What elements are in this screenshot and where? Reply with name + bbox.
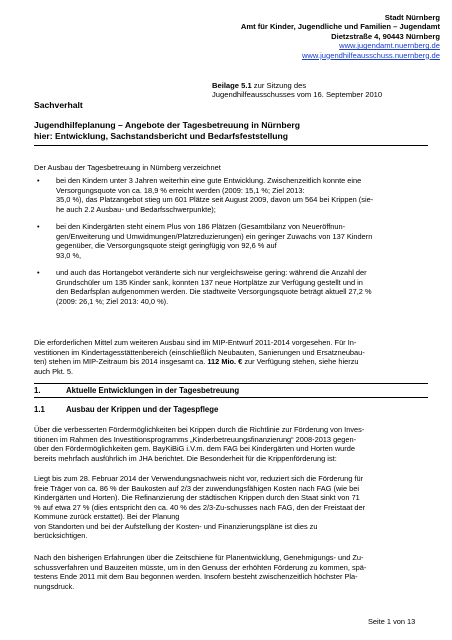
page-number: Seite 1 von 13 — [368, 617, 416, 626]
paragraph-line: berücksichtigen. — [34, 531, 88, 540]
bullet-line: 93,0 %, — [56, 250, 82, 260]
section-title: Aktuelle Entwicklungen in der Tagesbetreuung — [66, 386, 240, 395]
paragraph-line: Über die verbesserten Fördermöglichkeiten bei Krippen durch die Richtlinie zur Förderung von Inves- — [34, 425, 365, 434]
section-1-1-heading — [34, 405, 430, 414]
bullet-icon: • — [37, 176, 40, 185]
bullet-line: (2009: 26,1 %; Ziel 2013: 40,0 %). — [56, 296, 169, 306]
jugendamt-link[interactable]: www.jugendamt.nuernberg.de — [339, 41, 440, 51]
bullet-line: Versorgungsquote von ca. 18,9 % erreicht werden (2009: 15,1 %; Ziel 2013: — [56, 185, 305, 195]
list-item — [34, 268, 434, 306]
section-rule-bottom — [34, 397, 428, 398]
bullet-line: gegenüber, die Versorgungsquote steigt geringfügig von 92,6 % auf — [56, 241, 277, 250]
bullet-line: den Bedarfsplan aufgenommen werden. Die stadtweite Versorgungsquote beträgt aktuell 27,2 % — [56, 287, 372, 296]
paragraph-line: von Standorten und bei der Aufstellung der Kosten- und Finanzierungspläne ist dies zu — [34, 521, 318, 531]
section-heading-sachverhalt: Sachverhalt — [34, 100, 83, 110]
krippen-paragraph — [34, 425, 430, 463]
paragraph-line: bereits mehrfach ausführlich im JHA berichtet. Die Besonderheit für die Krippenförderung ist: — [34, 453, 337, 463]
paragraph-line: Die erforderlichen Mittel zum weiteren Ausbau sind im MIP-Entwurf 2011-2014 vorgesehen. Für In- — [34, 338, 357, 347]
bullet-line: gen/Erweiterung und Umwidmungen/Platzreduzierungen) ein geringer Zuwachs von 137 Kindern — [56, 231, 373, 241]
paragraph-line: testens Ende 2011 mit dem Bau begonnen werden. Insofern besteht zwischenzeitlich höchster Pla- — [34, 572, 358, 581]
paragraph-text: ten) stehen im MIP-Zeitraum bis 2014 insgesamt ca. — [34, 357, 208, 366]
letterhead-city: Stadt Nürnberg — [384, 13, 440, 22]
jugendhilfeausschuss-link[interactable]: www.jugendhilfeausschuss.nuernberg.de — [301, 50, 440, 60]
bullet-list — [34, 176, 434, 306]
bullet-line: he auch 2.2 Ausbau- und Bedarfsschwerpunkte); — [56, 204, 216, 214]
paragraph-line: vestitionen im Kindertagesstättenbereich (einschließlich Neubauten, Sanierungen und Ersatzneubau- — [34, 347, 365, 357]
bullet-line: bei den Kindern unter 3 Jahren weiterhin eine gute Entwicklung. Zwischenzeitlich konnte eine — [56, 176, 362, 185]
intro-text: Der Ausbau der Tagesbetreuung in Nürnberg verzeichnet — [34, 163, 221, 172]
paragraph-line: freie Träger von ca. 86 % der Baukosten auf 2/3 der zuwendungsfähigen Kosten nach FAG (wie bei — [34, 483, 359, 493]
attachment-text: zur Sitzung des — [251, 81, 307, 90]
paragraph-text: zur Verfügung stehen, siehe hierzu — [242, 357, 359, 366]
paragraph-line: Liegt bis zum 28. Februar 2014 der Verwendungsnachweis nicht vor, reduziert sich die Förderung für — [34, 474, 364, 483]
bullet-line: und auch das Hortangebot veränderte sich nur vergleichsweise gering: während die Anzahl der — [56, 268, 367, 277]
zeitplan-paragraph — [34, 553, 430, 591]
letterhead-address: Dietzstraße 4, 90443 Nürnberg — [331, 31, 440, 41]
list-item — [34, 222, 434, 260]
bullet-line: bei den Kindergärten steht einem Plus von 186 Plätzen (Gesamtbilanz von Neueröffnun- — [56, 222, 346, 231]
letterhead — [150, 13, 440, 60]
letterhead-office: Amt für Kinder, Jugendliche und Familien – Jugendamt — [240, 22, 440, 32]
title-line-1: Jugendhilfeplanung – Angebote der Tagesbetreuung in Nürnberg — [34, 120, 300, 130]
bullet-icon: • — [37, 222, 40, 231]
list-item — [34, 176, 434, 214]
paragraph-line: Kindergärten und Horten). Die Refinanzierung der städtischen Krippen durch den Staat sinkt von 71 — [34, 493, 360, 502]
bullet-icon: • — [37, 268, 40, 277]
bullet-line: 35,0 %), das Platzangebot stieg um 601 Plätze seit August 2009, davon um 564 bei Krippen (sie- — [56, 195, 374, 204]
section-rule-top — [34, 383, 428, 384]
funding-paragraph — [34, 338, 430, 376]
document-title — [34, 120, 434, 141]
section-number: 1.1 — [34, 405, 45, 414]
paragraph-line: titionen im Rahmen des Investitionsprogramms „Kinderbetreuungsfinanzierung“ 2008-2013 gegen- — [34, 434, 357, 444]
bullet-line: Grundschüler um 135 Kinder sank, konnten 137 neue Hortplätze zur Verfügung gestellt und in — [56, 277, 363, 287]
attachment-date: Jugendhilfeausschusses vom 16. September 2010 — [212, 90, 383, 100]
section-1-heading — [34, 386, 430, 395]
paragraph-line: % auf etwa 27 % (dies entspricht den ca. 40 % des 2/3-Zu-schusses nach FAG, den der Freistaat der — [34, 502, 366, 512]
title-line-2: hier: Entwicklung, Sachstandsbericht und Bedarfsfeststellung — [34, 130, 289, 141]
paragraph-line: auch Pkt. 5. — [34, 366, 74, 376]
paragraph-line: schussverfahren und Bauzeiten müsste, um in den Genuss der erhöhten Förderung zu kommen, spä- — [34, 562, 367, 572]
paragraph-line: Nach den bisherigen Erfahrungen über die Zeitschiene für Planentwicklung, Genehmigungs- und Zu- — [34, 553, 364, 562]
attachment-number: Beilage 5.1 — [212, 81, 252, 90]
funding-amount: 112 Mio. € — [207, 357, 243, 366]
paragraph-line: nungsdruck. — [34, 581, 75, 591]
foerderung-paragraph — [34, 474, 430, 541]
title-rule — [34, 145, 428, 146]
attachment-note — [212, 81, 412, 100]
section-title: Ausbau der Krippen und der Tagespflege — [66, 405, 219, 414]
paragraph-line — [34, 357, 430, 367]
paragraph-line: über den Fördermöglichkeiten gem. BayKiBiG i.V.m. dem FAG bei Kindergärten und Horten wurde — [34, 444, 355, 453]
paragraph-line: Kommune zurück erstattet). Bei der Planung — [34, 512, 180, 521]
section-number: 1. — [34, 386, 41, 395]
